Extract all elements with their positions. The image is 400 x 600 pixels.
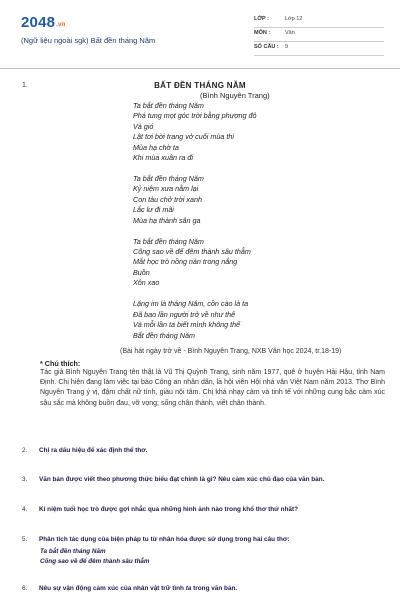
stanza-1 <box>133 101 257 163</box>
quoted-line: Ta bắt đền tháng Năm <box>40 548 106 555</box>
question-text-italic: ta <box>185 585 192 592</box>
meta-count-key: SỐ CÂU : <box>254 44 279 50</box>
question-number: 2. <box>22 447 28 454</box>
poem-line: Lật tơi bời trang vở cuối mùa thi <box>133 132 234 142</box>
poem-line: Lắc lư đi mãi <box>133 205 174 215</box>
poem-source: (Bài hát ngày trở về - Bình Nguyên Trang, NXB Văn học 2024, tr.18-19) <box>120 348 342 355</box>
question-text: Kỉ niệm tuổi học trò được gợi nhắc qua những hình ảnh nào trong khổ thơ thứ nhất? <box>39 506 298 513</box>
question-6 <box>22 585 237 592</box>
meta-subject-value: Văn <box>285 30 295 36</box>
poem-line: Mùa hạ thành sân ga <box>133 215 201 225</box>
question-4 <box>22 506 298 513</box>
meta-class-key: LỚP : <box>254 16 269 22</box>
logo-suffix: .vn <box>56 22 66 28</box>
poem-author: (Bình Nguyên Trang) <box>200 91 270 100</box>
poem-line: Mùa hạ chờ ta <box>133 142 179 152</box>
note-text: Tác giả Bình Nguyên Trang tên thật là Vũ Thị Quỳnh Trang, sinh năm 1977, quê ở huyện Hải Hậu, tỉnh Nam Định. Chị hiện đang làm việc tại báo Công an nhân dân, là hội viên Hội nhà văn Việt Nam năm 2013. Thơ Bình Nguyên Trang ý vị, đậm chất nữ tính, giàu nội tâm. Chị khá nhạy cảm và tinh tế với những cung bậc cảm xúc sâu sắc mà không buồn đau, vỡ vọng; sống chân thành, viết chân thành. <box>40 369 385 407</box>
poem-line: Ta bắt đền tháng Năm <box>133 101 204 110</box>
poem-line: Kỷ niệm xưa nằm lại <box>133 184 199 194</box>
site-logo[interactable] <box>21 14 65 31</box>
poem-line: Buồn <box>133 267 150 277</box>
question-text: Văn bản được viết theo phương thức biểu đạt chính là gì? Nêu cảm xúc chủ đạo của văn bản. <box>39 476 325 483</box>
poem-line: Đã bao lần người trở về như thế <box>133 309 236 319</box>
poem-line: Mắt học trò nồng nàn trong nắng <box>133 257 238 267</box>
meta-count-row <box>254 41 384 56</box>
meta-subject-key: MÔN : <box>254 30 271 36</box>
meta-count-value: 9 <box>285 44 289 50</box>
question-number: 3. <box>22 476 28 483</box>
poem-line: Và gió <box>133 121 154 131</box>
question-text: Chỉ ra dấu hiệu để xác định thể thơ. <box>39 447 148 454</box>
stanza-4 <box>133 299 257 341</box>
poem-line: Con tàu chở trời xanh <box>133 194 203 204</box>
quoted-line: Cõng sao về để đêm thành sâu thẳm <box>40 557 150 565</box>
stanza-2 <box>133 174 257 226</box>
poem-line: Và mỗi lần ta biết mình không thể <box>133 320 241 330</box>
question-5-quoted-lines <box>40 547 150 566</box>
header <box>0 0 400 64</box>
question-number: 6. <box>22 585 28 592</box>
poem-line: Khi mùa xuân ra đi <box>133 153 193 163</box>
meta-class-value: Lớp 12 <box>285 16 303 22</box>
question-number: 5. <box>22 536 28 543</box>
poem-line: Phá tung mọt góc trời bằng phượng đỏ <box>133 111 257 121</box>
question-5 <box>22 536 290 543</box>
poem-title: BẤT ĐỀN THÁNG NĂM <box>154 81 246 90</box>
poem-line: Cõng sao về để đêm thành sâu thẳm <box>133 247 251 257</box>
question-text-after: trong văn bản. <box>191 585 238 592</box>
document-title: (Ngữ liệu ngoài sgk) Bất đền tháng Năm <box>21 36 156 45</box>
poem-line: Xôn xao <box>133 278 160 288</box>
poem-line: Ta bắt đền tháng Năm <box>133 236 204 246</box>
meta-class-row <box>254 13 384 28</box>
poem-body <box>133 101 257 352</box>
question-1-number: 1. <box>22 82 28 89</box>
note-heading: * Chú thích: <box>40 359 81 368</box>
question-text: Phân tích tác dụng của biện pháp tu từ nhân hóa được sử dụng trong hai câu thơ: <box>39 536 290 543</box>
question-number: 4. <box>22 506 28 513</box>
question-3 <box>22 476 324 483</box>
question-text-before: Nêu sự vận động cảm xúc của nhân vật trữ tình <box>39 585 186 592</box>
poem-line: Bắt đền tháng Năm <box>133 330 195 340</box>
header-divider <box>0 68 400 69</box>
poem-line: Lặng im là tháng Năm, cồn cào là ta <box>133 299 249 309</box>
poem-line: Ta bắt đền tháng Năm <box>133 174 204 184</box>
question-text <box>39 585 237 592</box>
logo-main: 2048 <box>21 14 56 31</box>
stanza-3 <box>133 237 257 289</box>
question-2 <box>22 447 148 454</box>
meta-subject-row <box>254 27 384 42</box>
